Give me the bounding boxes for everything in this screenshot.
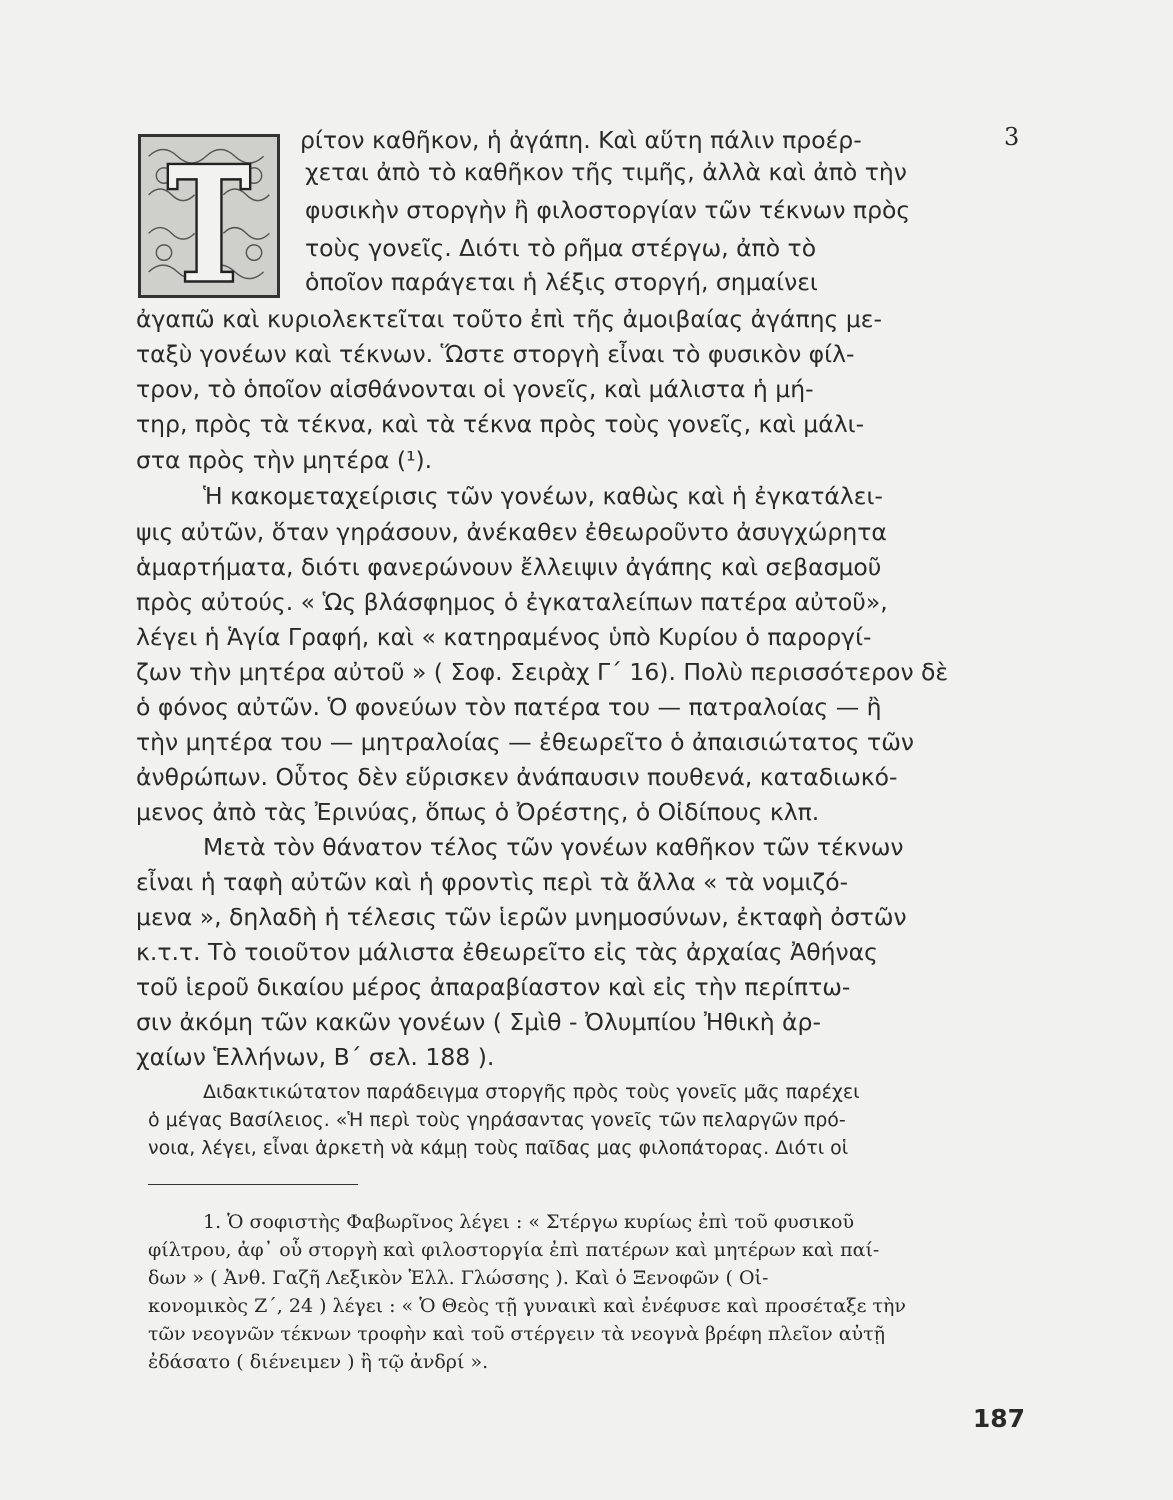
body-line: ψις αὐτῶν, ὅταν γηράσουν, ἀνέκαθεν ἐθεωροῦντο ἀσυγχώρητα [136, 518, 887, 546]
body-line: χαίων Ἑλλήνων, Β΄ σελ. 188 ). [136, 1043, 495, 1071]
small-print-line: Διδακτικώτατον παράδειγμα στοργῆς πρὸς τοὺς γονεῖς μᾶς παρέχει [203, 1081, 860, 1103]
body-line: τὴν μητέρα του — μητραλοίας — ἐθεωρεῖτο ὁ ἀπαισιώτατος τῶν [136, 728, 915, 756]
body-line: ταξὺ γονέων καὶ τέκνων. Ὥστε στοργὴ εἶναι τὸ φυσικὸν φίλ- [136, 340, 855, 368]
body-line: ἀνθρώπων. Οὗτος δὲν εὕρισκεν ἀνάπαυσιν πουθενά, καταδιωκό- [136, 763, 898, 791]
body-line: ὁ φόνος αὐτῶν. Ὁ φονεύων τὸν πατέρα του — πατραλοίας — ἢ [136, 693, 882, 721]
body-line: μενα », δηλαδὴ ἡ τέλεσις τῶν ἱερῶν μνημοσύνων, ἐκταφὴ ὀστῶν [136, 903, 907, 931]
body-line: ζων τὴν μητέρα αὐτοῦ » ( Σοφ. Σειρὰχ Γ΄ 16). Πολὺ περισσότερον δὲ [136, 658, 949, 686]
footnote-line: δων » ( Ἀνθ. Γαζῆ Λεξικὸν Ἑλλ. Γλώσσης ). Καὶ ὁ Ξενοφῶν ( Οἰ- [148, 1267, 769, 1289]
body-line: Ἡ κακομεταχείρισις τῶν γονέων, καθὼς καὶ ἡ ἐγκατάλει- [203, 482, 883, 510]
body-line: φυσικὴν στοργὴν ἢ φιλοστοργίαν τῶν τέκνων πρὸς [305, 196, 911, 224]
body-line: σιν ἀκόμη τῶν κακῶν γονέων ( Σμὶθ - Ὀλυμπίου Ἠθικὴ ἀρ- [136, 1008, 821, 1036]
footnote-line: κονομικὸς Ζ΄, 24 ) λέγει : « Ὁ Θεὸς τῇ γυναικὶ καὶ ἐνέφυσε καὶ προσέταξε τὴν [148, 1295, 906, 1317]
margin-annotation: 3 [1004, 123, 1020, 151]
ornamental-initial-T [138, 134, 280, 298]
footnote-line: ἐδάσατο ( διένειμεν ) ἢ τῷ ἀνδρί ». [148, 1351, 489, 1373]
small-print-line: ὁ μέγας Βασίλειος. «Ἡ περὶ τοὺς γηράσαντας γονεῖς τῶν πελαργῶν πρό- [148, 1109, 846, 1131]
body-line: μενος ἀπὸ τὰς Ἐρινύας, ὅπως ὁ Ὀρέστης, ὁ Οἰδίπους κλπ. [136, 798, 820, 826]
footnote-separator [148, 1184, 358, 1185]
body-line: πρὸς αὐτούς. « Ὡς βλάσφημος ὁ ἐγκαταλείπων πατέρα αὐτοῦ», [136, 588, 888, 616]
body-line: ἁμαρτήματα, διότι φανερώνουν ἔλλειψιν ἀγάπης καὶ σεβασμοῦ [136, 553, 882, 581]
footnote-line: τῶν νεογνῶν τέκνων τροφὴν καὶ τοῦ στέργειν τὰ νεογνὰ βρέφη πλεῖον αὐτῇ [148, 1323, 885, 1345]
body-line: Μετὰ τὸν θάνατον τέλος τῶν γονέων καθῆκον τῶν τέκνων [203, 833, 904, 861]
body-line: τοὺς γονεῖς. Διότι τὸ ρῆμα στέργω, ἀπὸ τὸ [305, 234, 817, 262]
body-line: χεται ἀπὸ τὸ καθῆκον τῆς τιμῆς, ἀλλὰ καὶ ἀπὸ τὴν [305, 158, 907, 186]
page-number: 187 [972, 1404, 1025, 1433]
body-line: ἀγαπῶ καὶ κυριολεκτεῖται τοῦτο ἐπὶ τῆς ἀμοιβαίας ἀγάπης με- [136, 305, 882, 333]
body-line: εἶναι ἡ ταφὴ αὐτῶν καὶ ἡ φροντὶς περὶ τὰ ἄλλα « τὰ νομιζό- [136, 868, 849, 896]
footnote-line: 1. Ὁ σοφιστὴς Φαβωρῖνος λέγει : « Στέργω κυρίως ἐπὶ τοῦ φυσικοῦ [203, 1211, 855, 1233]
body-line: ὁποῖον παράγεται ἡ λέξις στοργή, σημαίνει [305, 268, 818, 296]
footnote-line: φίλτρου, ἀφ᾿ οὗ στοργὴ καὶ φιλοστοργία ἐπὶ πατέρων καὶ μητέρων καὶ παί- [148, 1239, 880, 1261]
body-line: λέγει ἡ Ἁγία Γραφή, καὶ « κατηραμένος ὑπὸ Κυρίου ὁ παροργί- [136, 623, 872, 651]
body-line: ρίτον καθῆκον, ἡ ἀγάπη. Καὶ αὕτη πάλιν προέρ- [300, 126, 862, 154]
body-line: τοῦ ἱεροῦ δικαίου μέρος ἀπαραβίαστον καὶ εἰς τὴν περίπτω- [136, 973, 851, 1001]
body-line: τρον, τὸ ὁποῖον αἰσθάνονται οἱ γονεῖς, καὶ μάλιστα ἡ μή- [136, 375, 814, 403]
body-line: κ.τ.τ. Τὸ τοιοῦτον μάλιστα ἐθεωρεῖτο εἰς τὰς ἀρχαίας Ἀθήνας [136, 938, 878, 966]
body-line: στα πρὸς τὴν μητέρα (¹). [136, 446, 433, 474]
small-print-line: νοια, λέγει, εἶναι ἀρκετὴ νὰ κάμῃ τοὺς παῖδας μας φιλοπάτορας. Διότι οἱ [148, 1137, 849, 1159]
body-line: τηρ, πρὸς τὰ τέκνα, καὶ τὰ τέκνα πρὸς τοὺς γονεῖς, καὶ μάλι- [136, 410, 865, 438]
